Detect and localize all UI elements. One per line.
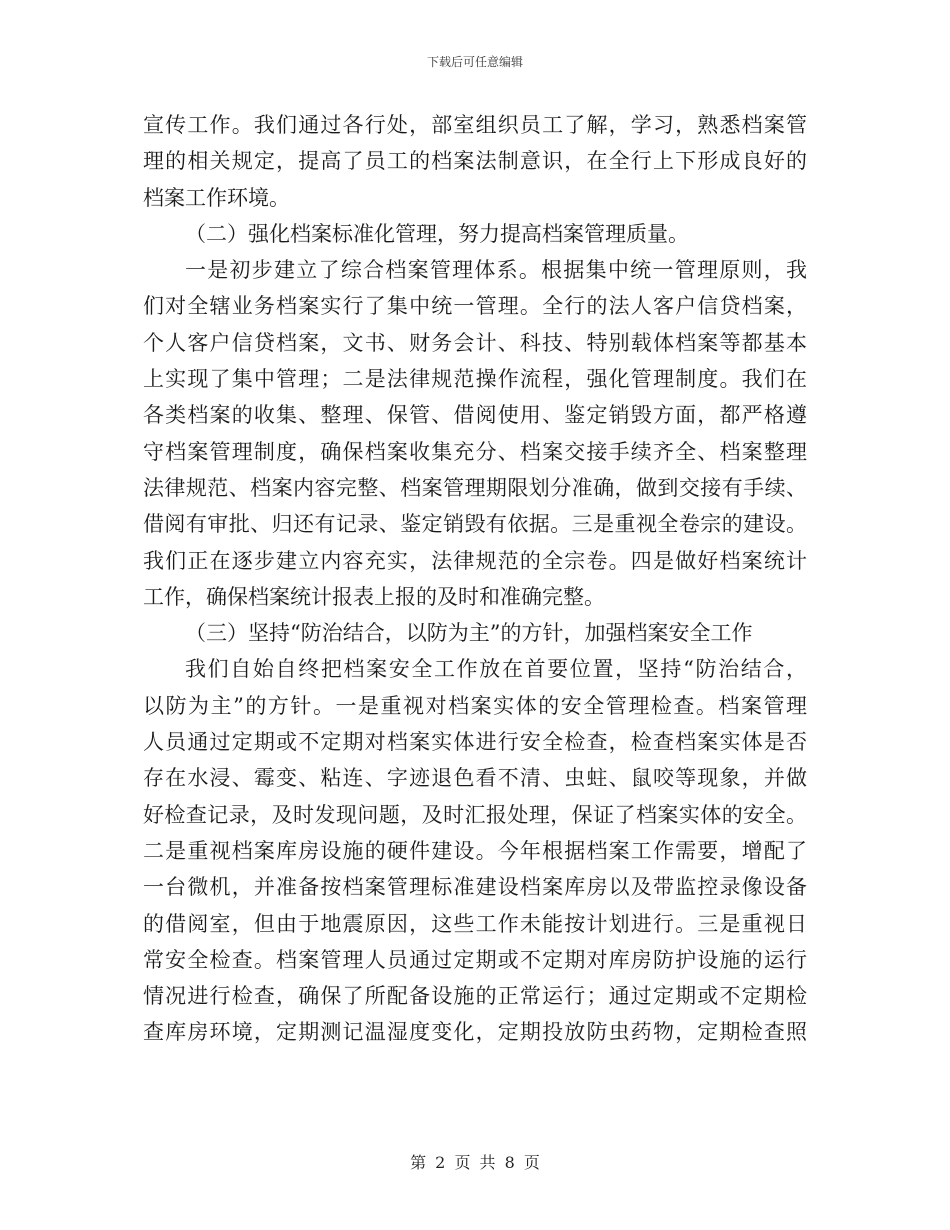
body-line: 们对全辖业务档案实行了集中统一管理。全行的法人客户信贷档案，: [143, 294, 807, 319]
body-line: 档案工作环境。: [143, 185, 290, 210]
document-body: [143, 107, 807, 1051]
body-line: 理的相关规定，提高了员工的档案法制意识，在全行上下形成良好的: [143, 149, 807, 174]
section-heading: （二）强化档案标准化管理，努力提高档案管理质量。: [185, 221, 689, 246]
body-line: 我们自始自终把档案安全工作放在首要位置，坚持“防治结合，: [185, 657, 807, 682]
body-line: 好检查记录，及时发现问题，及时汇报处理，保证了档案实体的安全。: [143, 802, 807, 827]
body-line: 各类档案的收集、整理、保管、借阅使用、鉴定销毁方面，都严格遵: [143, 403, 807, 428]
page-number-footer: 第 2 页 共 8 页: [410, 1153, 540, 1172]
section-heading: （三）坚持“防治结合，以防为主”的方针，加强档案安全工作: [185, 621, 753, 646]
body-line: 二是重视档案库房设施的硬件建设。今年根据档案工作需要，增配了: [143, 838, 807, 863]
body-line: 我们正在逐步建立内容充实，法律规范的全宗卷。四是做好档案统计: [143, 548, 807, 573]
body-line: 一台微机，并准备按档案管理标准建设档案库房以及带监控录像设备: [143, 875, 807, 900]
body-line: 的借阅室，但由于地震原因，这些工作未能按计划进行。三是重视日: [143, 911, 807, 936]
body-line: 个人客户信贷档案，文书、财务会计、科技、特别载体档案等都基本: [143, 330, 807, 355]
body-line: 查库房环境，定期测记温湿度变化，定期投放防虫药物，定期检查照: [143, 1020, 807, 1045]
body-line: 宣传工作。我们通过各行处，部室组织员工了解，学习，熟悉档案管: [143, 113, 807, 137]
body-line: 情况进行检查，确保了所配备设施的正常运行；通过定期或不定期检: [143, 984, 807, 1009]
body-line: 守档案管理制度，确保档案收集充分、档案交接手续齐全、档案整理: [143, 439, 807, 464]
body-line: 以防为主”的方针。一是重视对档案实体的安全管理检查。档案管理: [143, 693, 807, 718]
body-line: 一是初步建立了综合档案管理体系。根据集中统一管理原则，我: [185, 258, 807, 283]
body-line: 人员通过定期或不定期对档案实体进行安全检查，检查档案实体是否: [143, 730, 807, 755]
body-line: 法律规范、档案内容完整、档案管理期限划分准确，做到交接有手续、: [143, 475, 807, 500]
body-line: 存在水浸、霉变、粘连、字迹退色看不清、虫蛀、鼠咬等现象，并做: [143, 766, 807, 791]
page-header-note: 下载后可任意编辑: [426, 55, 523, 69]
body-line: 工作，确保档案统计报表上报的及时和准确完整。: [143, 584, 605, 609]
body-line: 上实现了集中管理；二是法律规范操作流程，强化管理制度。我们在: [143, 367, 807, 392]
body-line: 借阅有审批、归还有记录、鉴定销毁有依据。三是重视全卷宗的建设。: [143, 512, 807, 537]
body-line: 常安全检查。档案管理人员通过定期或不定期对库房防护设施的运行: [143, 947, 807, 972]
